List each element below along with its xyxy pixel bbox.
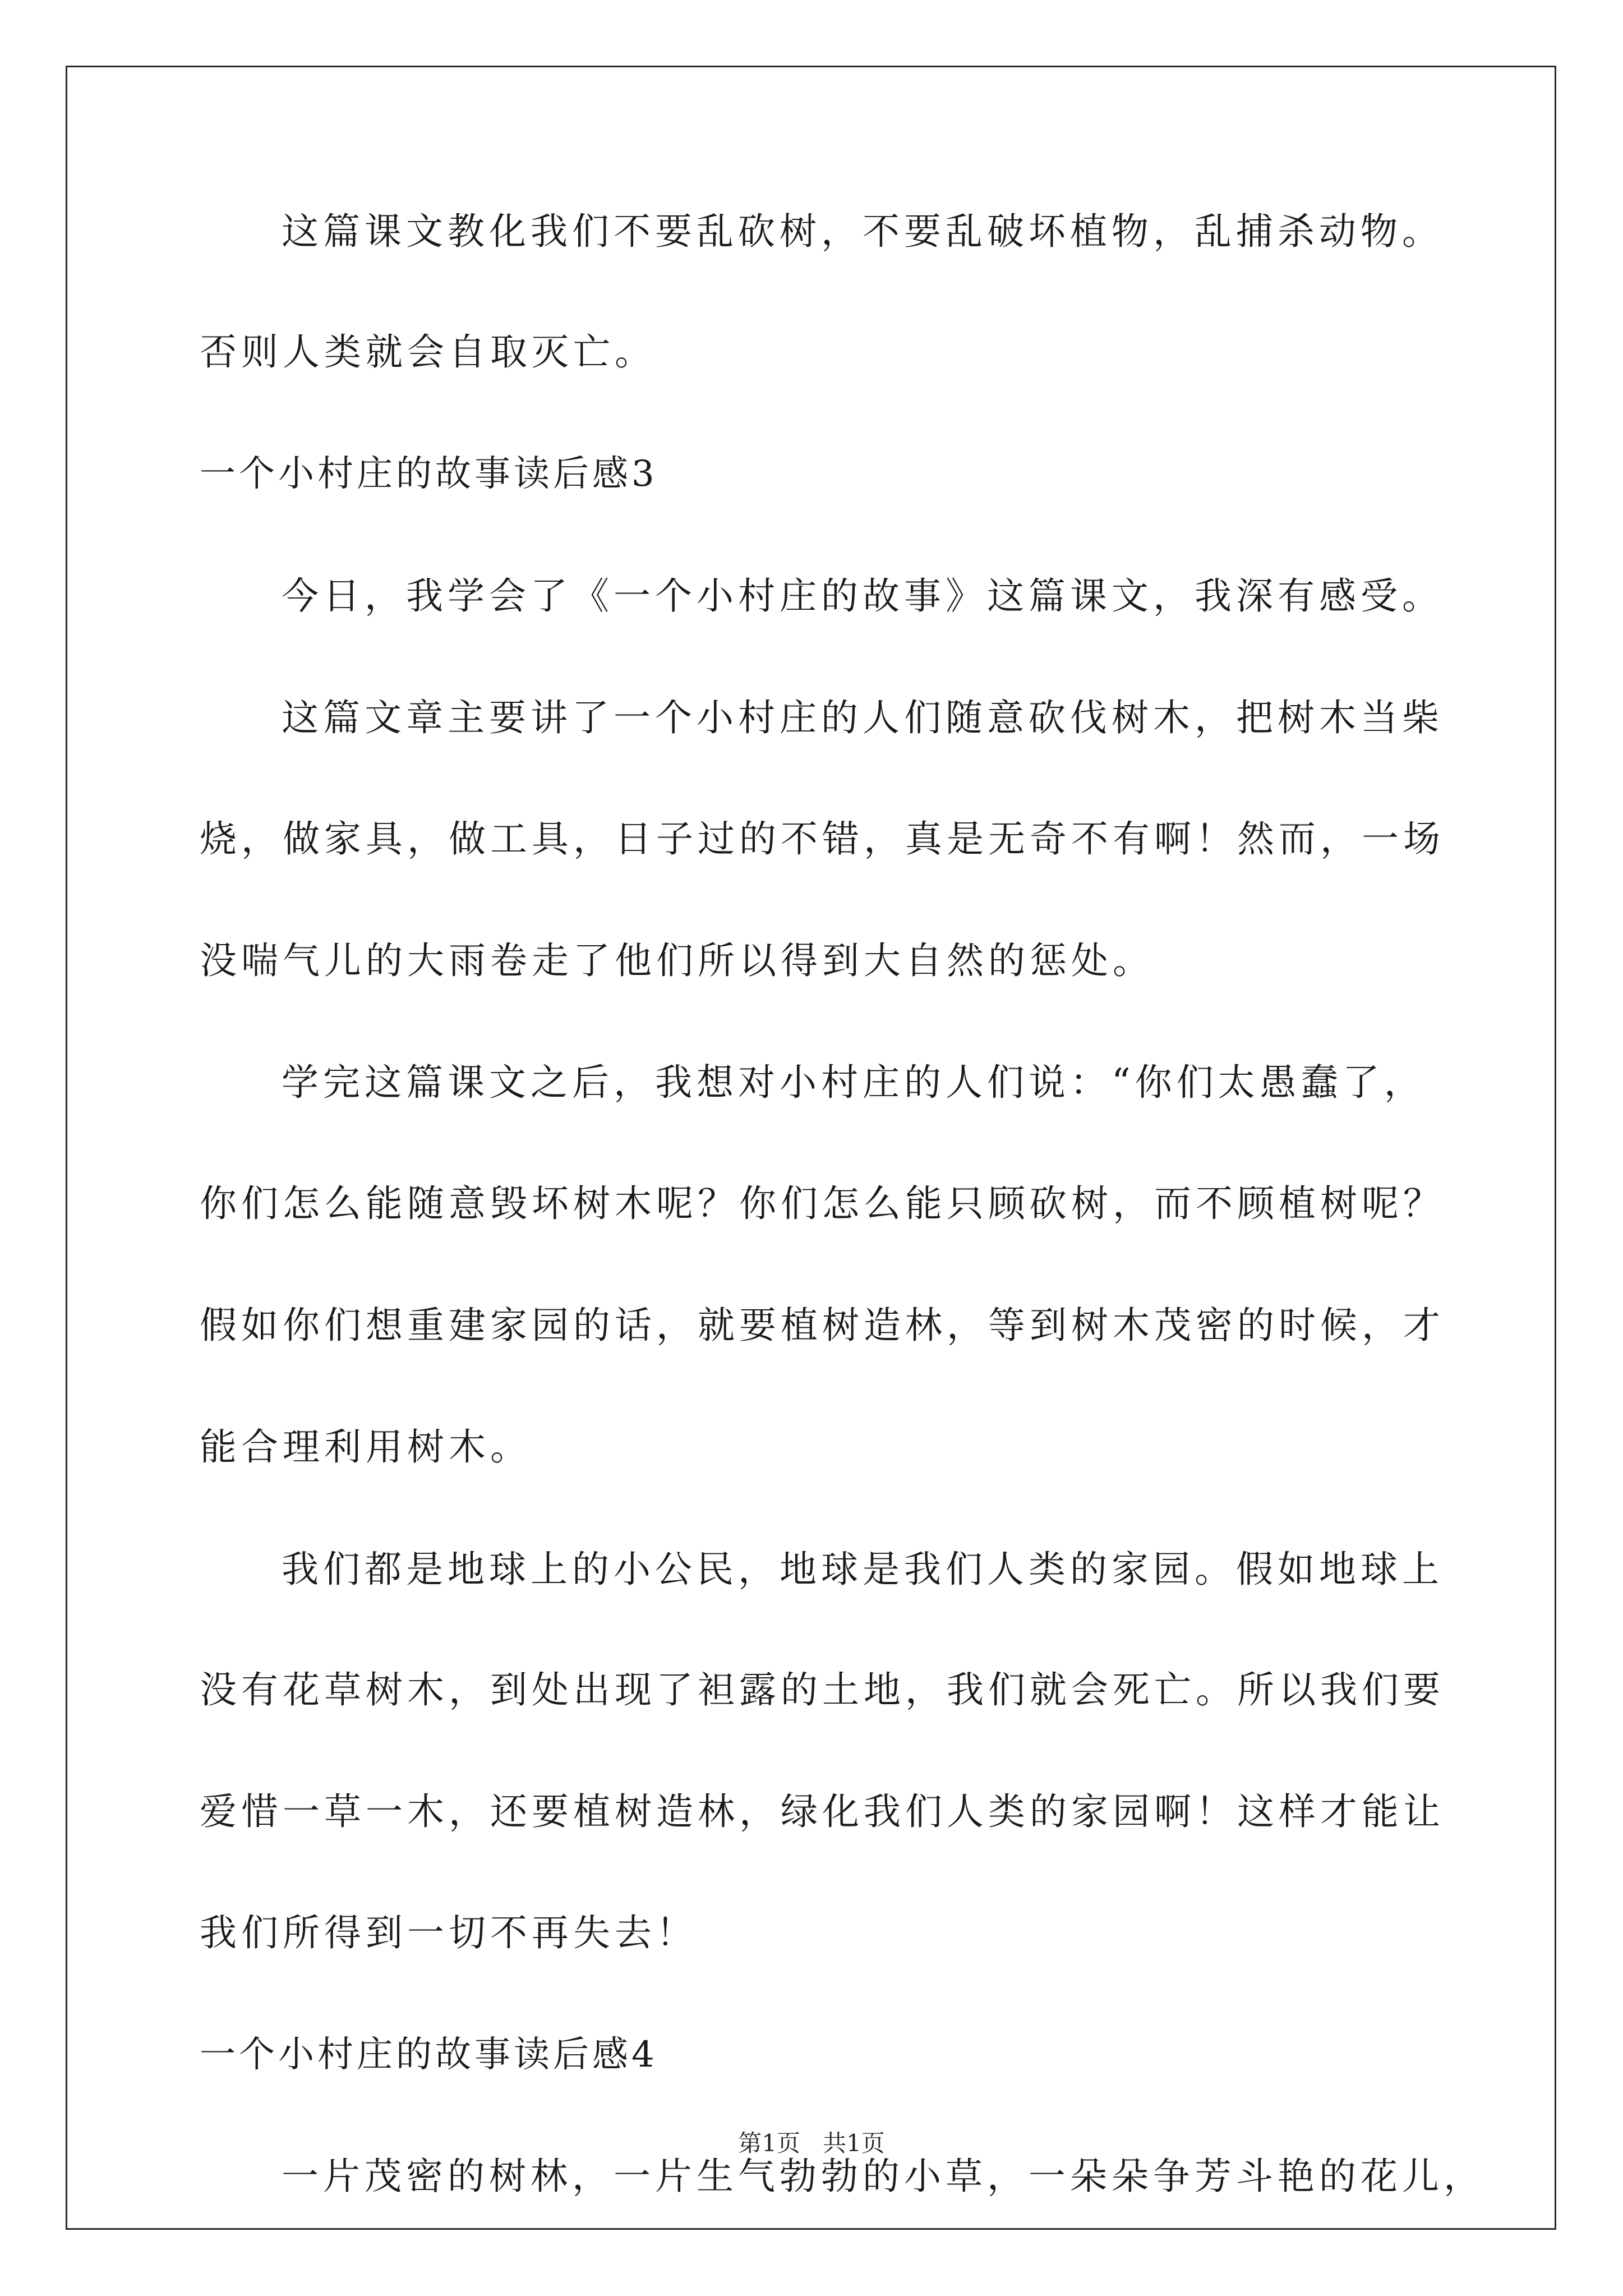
paragraph-line: 我们都是地球上的小公民，地球是我们人类的家园。假如地球上	[282, 1548, 1444, 1591]
paragraph-line: 学完这篇课文之后，我想对小村庄的人们说：“你们太愚蠢了，	[282, 1061, 1426, 1104]
paragraph-line: 烧，做家具，做工具，日子过的不错，真是无奇不有啊！然而，一场	[200, 817, 1445, 861]
paragraph-line: 否则人类就会自取灭亡。	[200, 330, 656, 374]
paragraph-line: 没有花草树木，到处出现了袒露的土地，我们就会死亡。所以我们要	[200, 1668, 1445, 1711]
paragraph-line: 没喘气儿的大雨卷走了他们所以得到大自然的惩处。	[200, 939, 1154, 982]
paragraph-line: 假如你们想重建家园的话，就要植树造林，等到树木茂密的时候，才	[200, 1304, 1445, 1347]
paragraph-line: 我们所得到一切不再失去！	[200, 1911, 698, 1954]
section-heading: 一个小村庄的故事读后感4	[200, 2034, 658, 2076]
section-heading: 一个小村庄的故事读后感3	[200, 453, 658, 495]
page-border	[66, 66, 1556, 2230]
paragraph-line: 一片茂密的树林，一片生气勃勃的小草，一朵朵争芳斗艳的花儿，	[282, 2155, 1485, 2198]
paragraph-line: 这篇文章主要讲了一个小村庄的人们随意砍伐树木，把树木当柴	[282, 696, 1444, 739]
page-number-footer: 第1页 共1页	[738, 2129, 885, 2157]
paragraph-line: 今日，我学会了《一个小村庄的故事》这篇课文，我深有感受。	[282, 574, 1444, 618]
paragraph-line: 这篇课文教化我们不要乱砍树，不要乱破坏植物，乱捕杀动物。	[282, 210, 1444, 253]
paragraph-line: 你们怎么能随意毁坏树木呢？你们怎么能只顾砍树，而不顾植树呢？	[200, 1182, 1445, 1225]
paragraph-line: 能合理利用树木。	[200, 1425, 532, 1469]
paragraph-line: 爱惜一草一木，还要植树造林，绿化我们人类的家园啊！这样才能让	[200, 1790, 1445, 1833]
